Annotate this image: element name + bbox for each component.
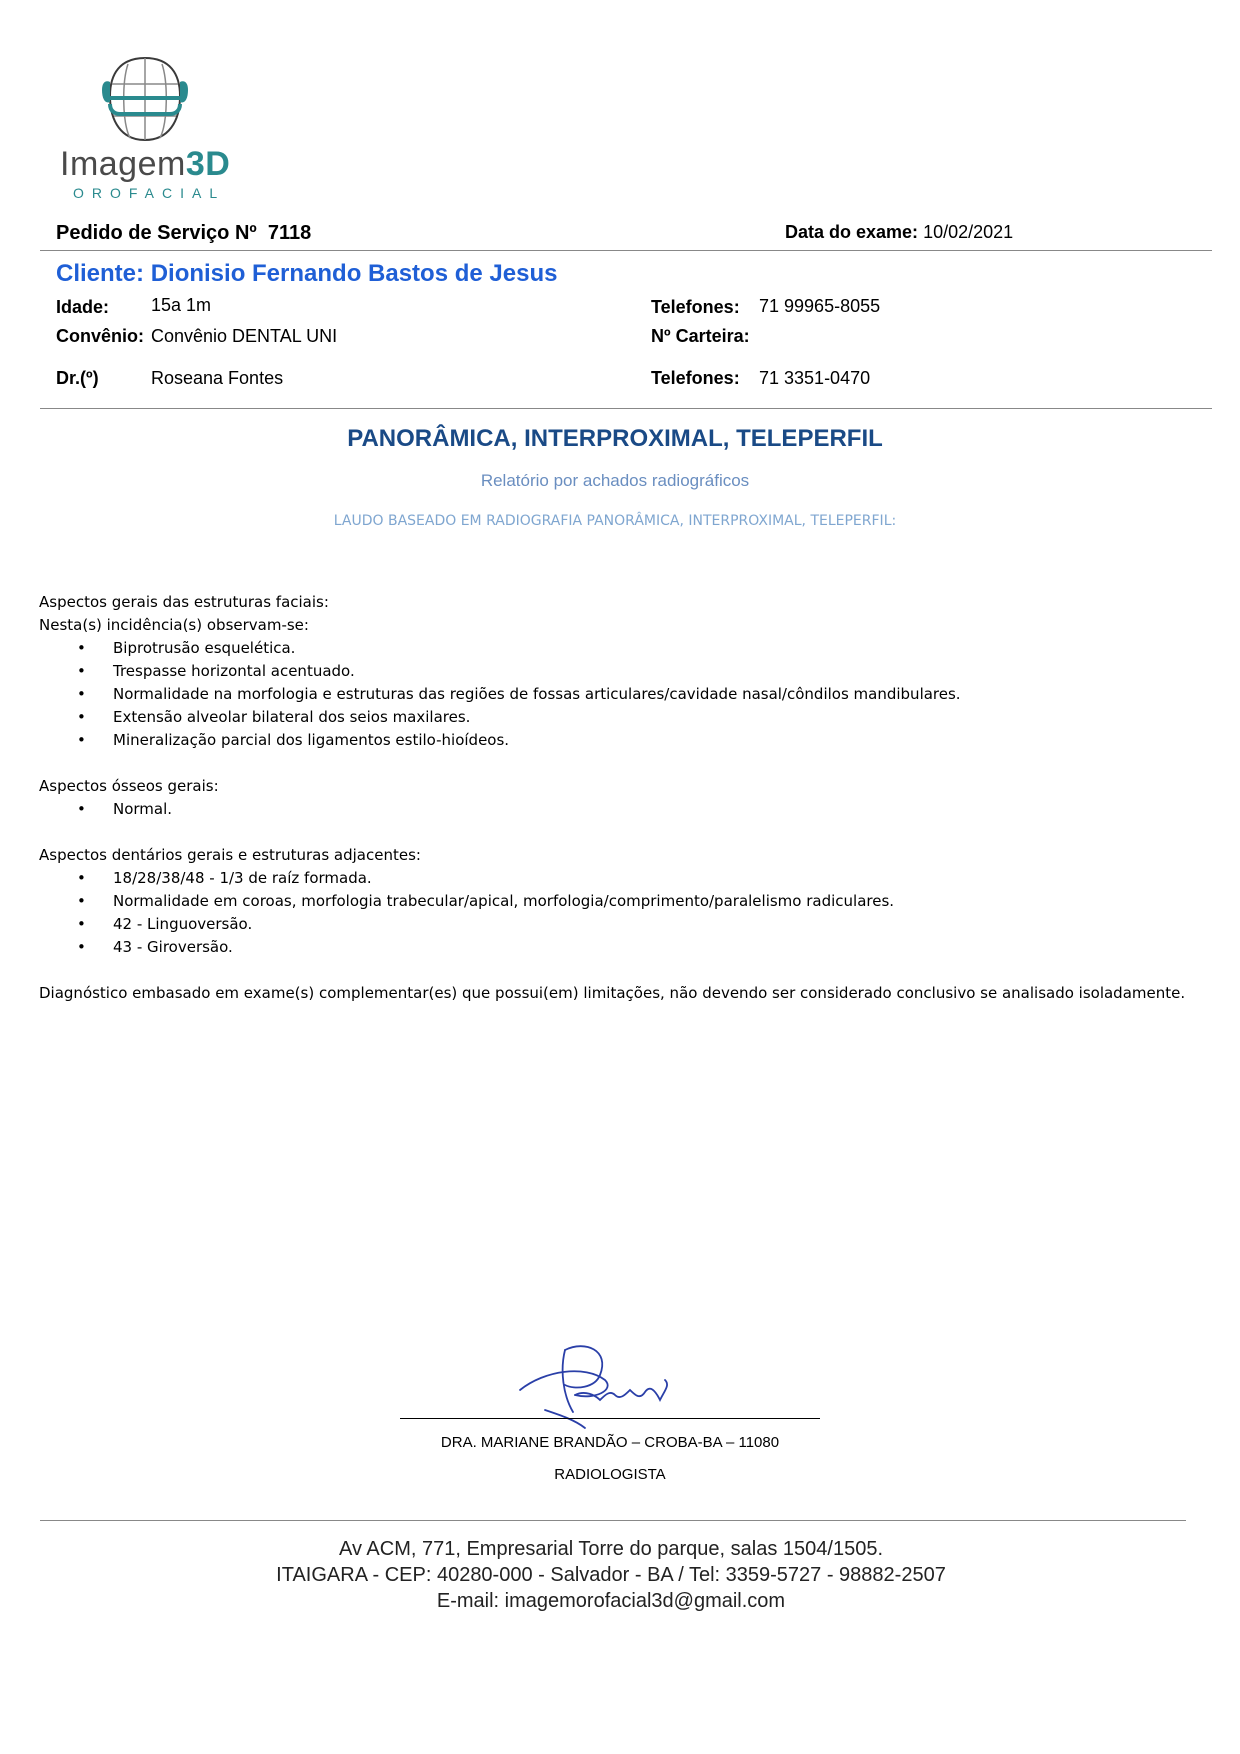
list-item: • Normalidade em coroas, morfologia trabecular/apical, morfologia/comprimento/paralelismo radiculares. xyxy=(77,892,895,910)
exam-date: Data do exame: 10/02/2021 xyxy=(785,222,1014,242)
phones-value: 71 99965-8055 xyxy=(759,296,881,316)
report-body xyxy=(39,591,1209,1005)
doctor-value: Roseana Fontes xyxy=(151,368,284,388)
doctor-phones-label: Telefones: xyxy=(651,368,740,388)
footer-line-1: Av ACM, 771, Empresarial Torre do parque, salas 1504/1505. xyxy=(338,1538,884,1560)
signature-line xyxy=(400,1418,820,1419)
section-dental xyxy=(39,844,1209,959)
report-basis: LAUDO BASEADO EM RADIOGRAFIA PANORÂMICA, INTERPROXIMAL, TELEPERFIL: xyxy=(333,513,897,529)
signer-name: DRA. MARIANE BRANDÃO – CROBA-BA – 11080 xyxy=(440,1434,780,1451)
insurance-value: Convênio DENTAL UNI xyxy=(151,326,338,346)
section-heading: Aspectos gerais das estruturas faciais: xyxy=(39,593,329,611)
age-label: Idade: xyxy=(56,297,110,317)
footer-line-2: ITAIGARA - CEP: 40280-000 - Salvador - BA / Tel: 3359-5727 - 98882-2507 xyxy=(276,1564,946,1586)
client-name: Cliente: Dionisio Fernando Bastos de Jesus xyxy=(56,260,558,287)
header-divider xyxy=(40,250,1212,251)
list-item: • Normal. xyxy=(77,800,173,818)
disclaimer: Diagnóstico embasado em exame(s) complementar(es) que possui(em) limitações, não devendo ser considerado conclusivo se analisado isoladamente. xyxy=(39,984,1186,1002)
section-bone xyxy=(39,775,1209,821)
service-order: Pedido de Serviço Nº 7118 xyxy=(56,222,312,244)
signer-role: RADIOLOGISTA xyxy=(554,1466,666,1483)
findings-list xyxy=(39,637,1209,752)
footer-address xyxy=(0,1536,1222,1614)
phones-label: Telefones: xyxy=(651,297,740,317)
section-intro: Nesta(s) incidência(s) observam-se: xyxy=(39,616,309,634)
list-item: • Trespasse horizontal acentuado. xyxy=(77,662,355,680)
footer-divider xyxy=(40,1520,1186,1521)
list-item: • 18/28/38/48 - 1/3 de raíz formada. xyxy=(77,869,372,887)
signature-icon xyxy=(515,1340,675,1430)
list-item: • 42 - Linguoversão. xyxy=(77,915,253,933)
report-title: PANORÂMICA, INTERPROXIMAL, TELEPERFIL xyxy=(347,425,883,452)
report-subtitle: Relatório por achados radiográficos xyxy=(480,471,750,490)
findings-list xyxy=(39,798,1209,821)
doctor-phones-value: 71 3351-0470 xyxy=(759,368,871,388)
list-item: • Normalidade na morfologia e estruturas das regiões de fossas articulares/cavidade nasal/côndilos mandibulares. xyxy=(77,685,961,703)
list-item: • 43 - Giroversão. xyxy=(77,938,233,956)
section-heading: Aspectos ósseos gerais: xyxy=(39,777,219,795)
insurance-label: Convênio: xyxy=(56,326,144,346)
patient-divider xyxy=(40,408,1212,409)
age-value: 15a 1m xyxy=(151,295,212,315)
logo-subtitle: OROFACIAL xyxy=(73,185,226,201)
findings-list xyxy=(39,867,1209,959)
footer-email: E-mail: imagemorofacial3d@gmail.com xyxy=(436,1590,786,1612)
section-facial xyxy=(39,591,1209,752)
section-heading: Aspectos dentários gerais e estruturas adjacentes: xyxy=(39,846,421,864)
logo-wordmark: Imagem3D xyxy=(60,145,231,183)
doctor-label: Dr.(º) xyxy=(56,368,99,388)
list-item: • Extensão alveolar bilateral dos seios maxilares. xyxy=(77,708,471,726)
list-item: • Biprotrusão esquelética. xyxy=(77,639,296,657)
card-label: Nº Carteira: xyxy=(651,326,750,346)
list-item: • Mineralização parcial dos ligamentos estilo-hioídeos. xyxy=(77,731,510,749)
